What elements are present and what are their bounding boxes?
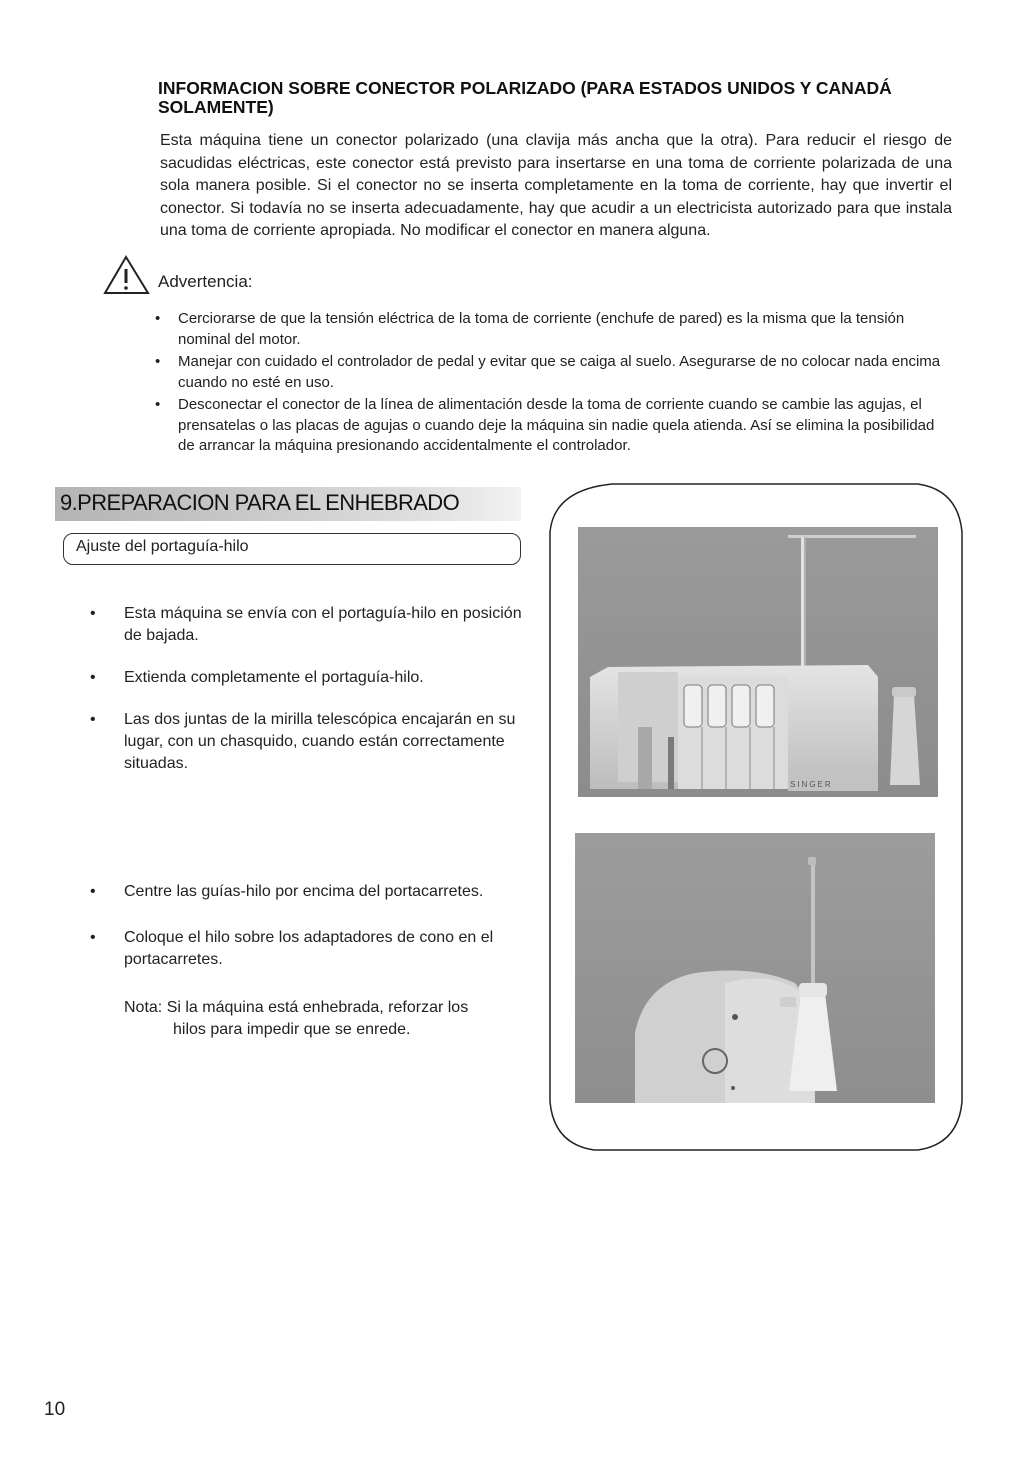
instruction-list bbox=[90, 603, 522, 795]
spool-pin-photo bbox=[575, 833, 935, 1103]
warning-list bbox=[152, 309, 952, 459]
brand-label: SINGER bbox=[790, 780, 833, 789]
instruction-item: • Centre las guías-hilo por encima del portacarretes. bbox=[90, 881, 522, 903]
instruction-item: • Esta máquina se envía con el portaguía-hilo en posición de bajada. bbox=[90, 603, 522, 647]
warning-label: Advertencia: bbox=[158, 272, 253, 291]
page-number: 10 bbox=[44, 1399, 66, 1420]
instruction-item: • Las dos juntas de la mirilla telescópica encajarán en su lugar, con un chasquido, cuando están correctamente situadas. bbox=[90, 709, 522, 775]
section-title: 9.PREPARACION PARA EL ENHEBRADO bbox=[60, 490, 460, 515]
note-line: hilos para impedir que se enrede. bbox=[173, 1021, 411, 1038]
instruction-item: • Extienda completamente el portaguía-hilo. bbox=[90, 667, 522, 689]
polarized-connector-text: Esta máquina tiene un conector polarizado (una clavija más ancha que la otra). Para reducir el riesgo de sacudidas eléctricas, este conector está previsto para insertarse en una toma de corriente polarizada de una sola manera posible. Si el conector no se inserta completamente en la toma de corriente, hay que invertir el conector. Si todavía no se inserta adecuadamente, hay que acudir a un electricista autorizado para que instala una toma de corriente apropiada. No modificar el conector en manera alguna. bbox=[160, 132, 952, 240]
warning-item: • Desconectar el conector de la línea de alimentación desde la toma de corriente cuando se cambie las agujas, el prensatelas o las placas de agujas o cuando deje la máquina sin nadie quela atienda. Así se elimina la posibilidad de arrancar la máquina presionando accidentalmente el controlador. bbox=[152, 395, 952, 457]
note-line: Nota: Si la máquina está enhebrada, reforzar los bbox=[124, 999, 469, 1016]
subsection-title: Ajuste del portaguía-hilo bbox=[76, 538, 249, 555]
note bbox=[124, 997, 524, 1041]
warning-item: • Manejar con cuidado el controlador de pedal y evitar que se caiga al suelo. Asegurarse de no colocar nada encima cuando no esté en uso. bbox=[152, 352, 952, 393]
warning-item: • Cerciorarse de que la tensión eléctrica de la toma de corriente (enchufe de pared) es la misma que la tensión nominal del motor. bbox=[152, 309, 952, 350]
instruction-item: • Coloque el hilo sobre los adaptadores de cono en el portacarretes. bbox=[90, 927, 522, 971]
instruction-list-2 bbox=[90, 881, 522, 995]
warning-triangle-icon bbox=[102, 255, 152, 295]
serger-photo bbox=[578, 527, 938, 797]
polarized-connector-heading: INFORMACION SOBRE CONECTOR POLARIZADO (PARA ESTADOS UNIDOS Y CANADÁ SOLAMENTE) bbox=[158, 78, 892, 117]
